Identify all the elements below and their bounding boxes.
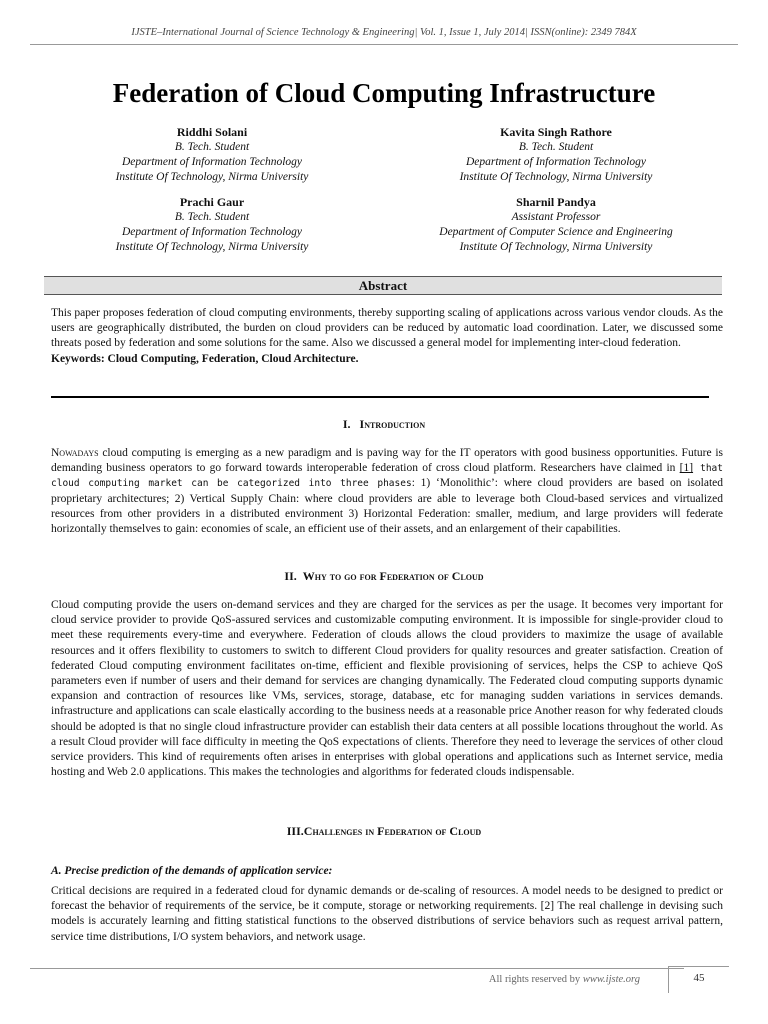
- section-title: Challenges in Federation of Cloud: [303, 824, 482, 838]
- subsection-a-title: A. Precise prediction of the demands of application service:: [51, 865, 333, 877]
- keywords: Keywords: Cloud Computing, Federation, Cloud Architecture.: [51, 352, 359, 365]
- site-link[interactable]: www.ijste.org: [582, 974, 640, 985]
- author-4: [384, 195, 728, 255]
- footer-divider: [30, 968, 684, 969]
- section-title: Why to go for Federation of Cloud: [302, 569, 484, 583]
- section-number: III.: [286, 824, 304, 838]
- page-number: 45: [668, 966, 729, 993]
- author-name: Kavita Singh Rathore: [500, 125, 612, 139]
- author-name: Prachi Gaur: [179, 195, 245, 209]
- author-row: [40, 195, 728, 255]
- journal-header: IJSTE–International Journal of Science Technology & Engineering| Vol. 1, Issue 1, July 2014| ISSN(online): 2349 784X: [131, 27, 637, 38]
- author-institute: Institute Of Technology, Nirma University: [459, 171, 653, 183]
- header-divider: [30, 44, 738, 45]
- footer-rights: [440, 974, 640, 985]
- author-department: Department of Information Technology: [465, 156, 647, 168]
- author-row: [40, 125, 728, 185]
- author-3: [40, 195, 384, 255]
- author-name: Riddhi Solani: [176, 125, 248, 139]
- author-2: [384, 125, 728, 185]
- paper-title: Federation of Cloud Computing Infrastructure: [112, 78, 656, 108]
- abstract-body: [51, 306, 723, 367]
- intro-lead-word: Nowadays: [51, 447, 99, 459]
- abstract-heading: Abstract: [44, 276, 722, 295]
- author-department: Department of Information Technology: [121, 226, 303, 238]
- section-heading-challenges: [0, 824, 768, 839]
- section-heading-introduction: [0, 417, 768, 432]
- author-role: B. Tech. Student: [518, 141, 594, 153]
- author-name: Sharnil Pandya: [516, 195, 596, 209]
- subsection-a-paragraph: Critical decisions are required in a federated cloud for dynamic demands or de-scaling of resources. A model needs to be designed to predict or forecast the behavior of requirements of the service, be it compute, storage or networking requirements. [2] The real challenge in devising such models is accurately learning and fitting statistical functions to the observed distributions of service behaviors such as request arrival pattern, service time distributions, I/O system behaviors, and network usage.: [51, 885, 723, 943]
- intro-text-2: : 1) ‘Monolithic’: where cloud providers are based on isolated proprietary architectures; 2) Vertical Supply Chain: where cloud providers are able to leverage both Cloud-based services and virtualized resources from other providers in a distributed environment 3) Horizontal Federation: smaller, medium, and large providers will federate horizontally themselves to gain: economies of scale, an efficient use of their assets, and an enlargement of their capabilities.: [51, 477, 723, 536]
- author-role: B. Tech. Student: [174, 211, 250, 223]
- author-department: Department of Computer Science and Engineering: [439, 226, 673, 238]
- section-number: II.: [284, 569, 297, 583]
- abstract-text: This paper proposes federation of cloud computing environments, thereby supporting scaling of applications across various vendor clouds. As the users are geographically distributed, the burden on cloud providers can be reduced by automatic load coordination. Later, we discussed some threats posed by federation and some solutions for the same. Also we discussed a general model for implementing inter-cloud federation.: [51, 307, 723, 350]
- author-department: Department of Information Technology: [121, 156, 303, 168]
- abstract-divider: [51, 396, 709, 398]
- introduction-paragraph: [51, 446, 723, 537]
- section-title: Introduction: [359, 417, 426, 431]
- author-institute: Institute Of Technology, Nirma University: [115, 171, 309, 183]
- author-block: [40, 125, 728, 265]
- author-institute: Institute Of Technology, Nirma University: [459, 241, 653, 253]
- intro-mono-text: that cloud computing market can be categorized into three phases: [51, 463, 723, 490]
- section-number: I.: [342, 417, 351, 431]
- author-role: B. Tech. Student: [174, 141, 250, 153]
- section-heading-why-federation: [0, 569, 768, 584]
- citation-link[interactable]: [1]: [679, 462, 694, 475]
- author-institute: Institute Of Technology, Nirma University: [115, 241, 309, 253]
- rights-text: All rights reserved by: [488, 974, 583, 985]
- why-federation-paragraph: Cloud computing provide the users on-demand services and they are charged for the services as per the usage. It becomes very important for cloud service provider to provide QoS-assured services and customizable computing environment. It is impossible for single-provider cloud to meet these requirements every-time and everywhere. Federation of clouds allows the cloud providers to maximize the usage of available resources and it offers flexibility to customers to switch to different Cloud providers for quality resources and greater satisfaction. Creation of federated Cloud computing environment facilitates on-time, efficient and flexible provisioning of services, helps the CSP to achieve QoS parameters even if number of users and their demand for services are changing dynamically. The Federated cloud computing supports dynamic expansion and contraction of resources like VMs, services, storage, database, etc for managing sudden variations in services demands. infrastructure and applications can scale elastically according to the business needs at a reasonable price Another reason for why federated clouds should be adopted is that no single cloud infrastructure provider can establish their data centers at all possible locations throughout the world. As a result Cloud provider will face difficulty in meeting the QoS expectations of clients. Therefore they need to leverage the services of other cloud service providers. This kind of requirements often arises in enterprises with global operations and applications such as Internet service, media hosting and Web 2.0 applications. This makes the technologies and algorithms for federated clouds indispensable.: [51, 599, 723, 779]
- author-1: [40, 125, 384, 185]
- intro-text-1: cloud computing is emerging as a new paradigm and is paving way for the IT operators with good business opportunities. Future is demanding business operators to go forward towards interoperable federation of cross cloud platform. Researchers have claimed in: [51, 447, 723, 475]
- author-role: Assistant Professor: [511, 211, 601, 223]
